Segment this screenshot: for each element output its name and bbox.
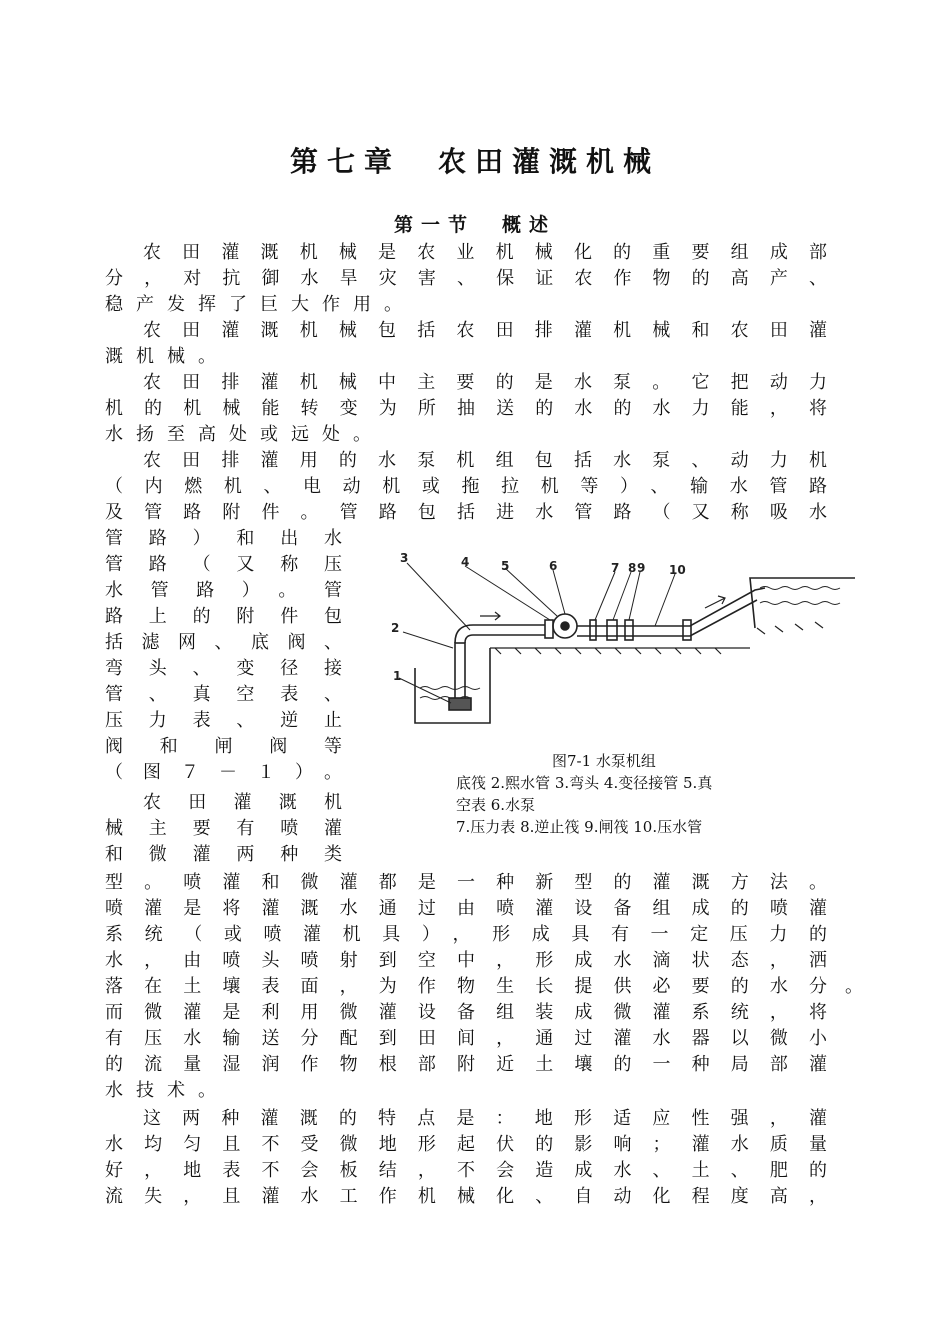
body-line: 系统（或喷灌机具），形成具有一定压力的 (105, 924, 827, 945)
body-line: （图７－１）。 (105, 762, 342, 783)
body-line: 括滤网、底阀、 (105, 632, 342, 653)
body-line: 路上的附件包 (105, 606, 342, 627)
body-line: 水技术。 (105, 1080, 229, 1101)
body-line: 械主要有喷灌 (105, 818, 342, 839)
body-line: 机的机械能转变为所抽送的水的水力能，将 (105, 398, 827, 419)
body-line: 农田排灌机械中主要的是水泵。它把动力 (143, 372, 827, 393)
fig-label-6: 6 (549, 559, 558, 573)
body-line: 农田灌溉机械是农业机械化的重要组成部 (143, 242, 827, 263)
fig-label-2: 2 (391, 621, 400, 635)
body-line: 农田灌溉机械包括农田排灌机械和农田灌 (143, 320, 827, 341)
fig-label-5: 5 (501, 559, 510, 573)
body-line: 流失，且灌水工作机械化、自动化程度高， (105, 1186, 827, 1207)
chapter-title: 第七章 农田灌溉机械 (289, 145, 660, 178)
body-line: 阀和闸阀等 (105, 736, 342, 757)
body-line: 而微灌是利用微灌设备组装成微灌系统，将 (105, 1002, 827, 1023)
body-line: 型。喷灌和微灌都是一种新型的灌溉方法。 (105, 872, 827, 893)
body-line: 溉机械。 (105, 346, 229, 367)
body-line: 的流量湿润作物根部附近土壤的一种局部灌 (105, 1054, 827, 1075)
body-line: 有压水输送分配到田间，通过灌水器以微小 (105, 1028, 827, 1049)
body-line: 分，对抗御水旱灾害、保证农作物的高产、 (105, 268, 827, 289)
body-line: 及管路附件。管路包括进水管路（又称吸水 (105, 502, 827, 523)
body-line: 喷灌是将灌溉水通过由喷灌设备组成的喷灌 (105, 898, 827, 919)
fig-label-3: 3 (400, 551, 409, 565)
suction-pipe (455, 643, 465, 703)
figure-legend-line: 空表 6.水泵 (456, 796, 536, 814)
fig-label-10: 10 (669, 563, 686, 577)
body-line: 农田灌溉机 (143, 792, 342, 813)
body-line: 这两种灌溉的特点是：地形适应性强，灌 (143, 1108, 827, 1129)
body-line: 水管路）。管 (105, 580, 342, 601)
figure-legend-line: 7.压力表 8.逆止筏 9.闸筏 10.压水管 (456, 818, 703, 836)
fig-label-8: 8 (628, 561, 637, 575)
body-line: 和微灌两种类 (105, 844, 342, 865)
fig-label-1: 1 (393, 669, 402, 683)
figure-legend-line: 底筏 2.熙水管 3.弯头 4.变径接管 5.真 (456, 774, 713, 792)
body-line: 水扬至高处或远处。 (105, 424, 384, 445)
body-line: 农田排灌用的水泵机组包括水泵、动力机 (143, 450, 827, 471)
fig-label-9: 9 (637, 561, 646, 575)
body-line: 管、真空表、 (105, 684, 342, 705)
foot-valve (449, 698, 471, 710)
figure-caption: 图7-1 水泵机组 (552, 752, 656, 770)
body-line: 弯头、变径接 (105, 658, 342, 679)
body-line: （内燃机、电动机或拖拉机等）、输水管路 (105, 476, 827, 497)
body-line: 水均匀且不受微地形起伏的影响；灌水质量 (105, 1134, 827, 1155)
body-line: 好，地表不会板结，不会造成水、土、肥的 (105, 1160, 827, 1181)
body-line: 稳产发挥了巨大作用。 (105, 294, 415, 315)
body-line: 压力表、逆止 (105, 710, 342, 731)
fig-label-7: 7 (611, 561, 620, 575)
body-line: 水，由喷头喷射到空中，形成水滴状态，洒 (105, 950, 827, 971)
body-line: 管路（又称压 (105, 554, 342, 575)
water-tank (415, 648, 490, 723)
fig-label-4: 4 (461, 555, 470, 569)
section-title: 第一节 概述 (393, 214, 556, 236)
body-line: 落在土壤表面，为作物生长提供必要的水分 (105, 976, 827, 997)
pump-unit-figure (385, 548, 855, 738)
body-line: 管路）和出水 (105, 528, 342, 549)
overflow-punctuation: 。 (845, 976, 863, 997)
